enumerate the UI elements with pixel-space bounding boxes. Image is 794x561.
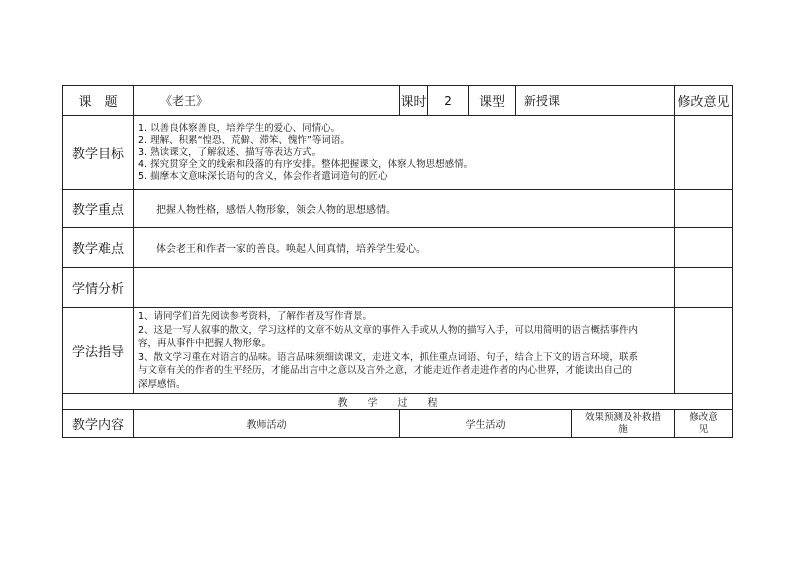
content-row [63,410,733,438]
analysis-revise-cell [675,268,733,308]
method-row [63,308,733,394]
method-line: 2、这是一写人叙事的散文，学习这样的文章不妨从文章的事件入手或从人物的描写入手，可以用简明的语言概括事件内 [138,324,639,336]
analysis-text [134,268,675,308]
method-label: 学法指导 [63,308,134,394]
process-row [63,394,733,410]
process-title: 教学过程 [63,394,733,410]
focus-text: 把握人物性格，感悟人物形象，领会人物的思想感情。 [134,190,675,228]
type-label: 课型 [469,86,516,116]
revise-label: 修改意见 [675,86,733,116]
goal-item: 5. 揣摩本文意味深长语句的含义，体会作者遣词造句的匠心 [138,170,388,182]
topic-value: 《老王》 [134,86,400,116]
goals-list [134,116,675,190]
header-row [63,86,733,116]
focus-revise-cell [675,190,733,228]
topic-label: 课 题 [63,86,134,116]
student-activity: 学生活动 [400,410,572,438]
method-line: 容，再从事件中把握人物形象。 [138,338,272,349]
goal-item: 3. 熟读课文，了解叙述、描写等表达方式。 [138,146,322,158]
goal-item: 2. 理解、积累“惶恐、荒僻、滞笨、愧怍”等词语。 [138,134,350,146]
focus-label: 教学重点 [63,190,134,228]
method-revise-cell [675,308,733,394]
hours-label: 课时 [400,86,428,116]
content-label: 教学内容 [63,410,134,438]
goals-label: 教学目标 [63,116,134,190]
analysis-label: 学情分析 [63,268,134,308]
type-value: 新授课 [516,86,675,116]
difficulty-text: 体会老王和作者一家的善良。唤起人间真情，培养学生爱心。 [134,228,675,268]
lesson-plan-table [62,85,733,438]
method-text [134,308,675,394]
analysis-row [63,268,733,308]
focus-row [63,190,733,228]
method-line: 深厚感悟。 [138,378,186,390]
goals-row [63,116,733,190]
goals-revise-cell [675,116,733,190]
goal-item: 4. 探究贯穿全文的线索和段落的有序安排。整体把握课文，体察人物思想感情。 [138,158,474,170]
method-line: 1、请同学们首先阅读参考资料，了解作者及写作背景。 [138,311,373,322]
method-line: 与文章有关的作者的生平经历，才能品出言中之意以及言外之意，才能走近作者走进作者的内心世界，才能读出自己的 [138,365,633,376]
teacher-activity: 教师活动 [134,410,400,438]
effect-forecast: 效果预测及补救措施 [572,410,675,438]
hours-value: 2 [428,86,469,116]
method-line: 3、散文学习重在对语言的品味。语言品味须细读课文，走进文本，抓住重点词语、句子，结合上下文的语言环境，联系 [138,351,639,363]
difficulty-label: 教学难点 [63,228,134,268]
difficulty-revise-cell [675,228,733,268]
goal-item: 1. 以善良体察善良，培养学生的爱心、同情心。 [138,122,341,134]
content-revise: 修改意见 [675,410,733,438]
difficulty-row [63,228,733,268]
